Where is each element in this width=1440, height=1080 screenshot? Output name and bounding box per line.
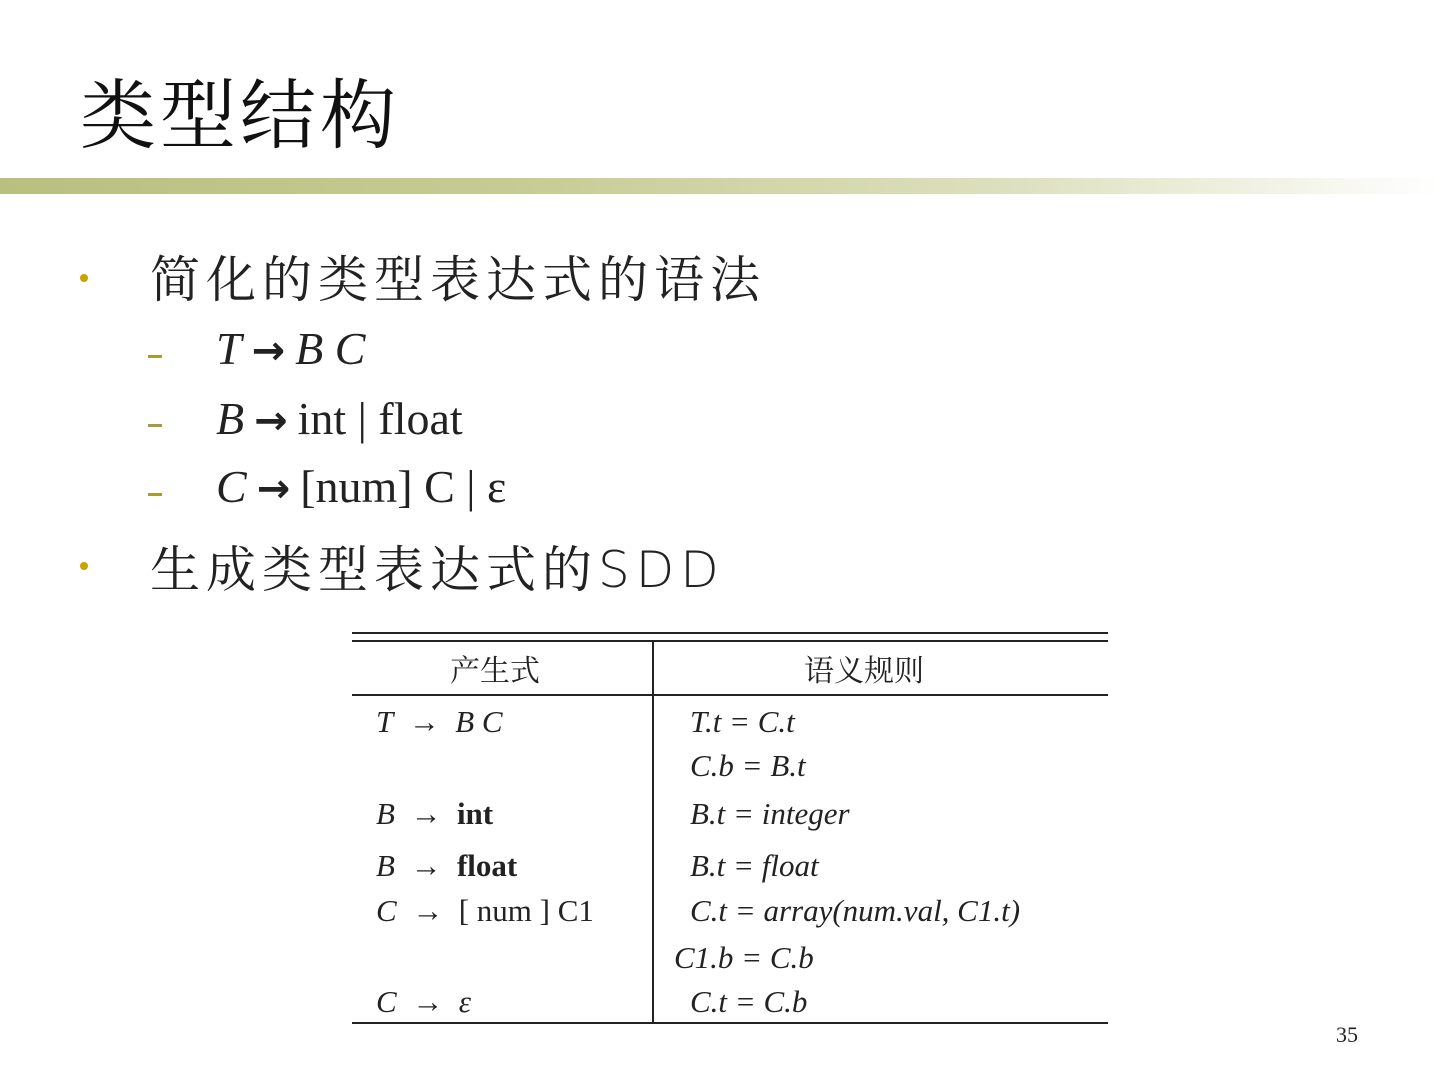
- table-row: C → [ num ] C1: [376, 893, 594, 928]
- bullet-icon: [80, 274, 88, 282]
- table-column-divider: [652, 642, 654, 1024]
- bullet-text-sdd: 生成类型表达式的SDD: [150, 541, 725, 599]
- table-bottom-rule: [352, 1022, 1108, 1024]
- header-production: 产生式: [450, 654, 540, 689]
- table-row: C → ε: [376, 984, 471, 1019]
- page-number: 35: [1336, 1022, 1358, 1047]
- semantic-rule: B.t = integer: [690, 796, 850, 831]
- semantic-rule: C.t = array(num.val, C1.t): [690, 893, 1021, 928]
- table-row: B → float: [376, 848, 518, 883]
- dash-icon: [148, 424, 162, 427]
- grammar-rule: B → int | float: [216, 393, 463, 444]
- semantic-rule: C.b = B.t: [690, 748, 806, 783]
- bullet-icon: [80, 562, 88, 570]
- table-header-rule: [352, 694, 1108, 696]
- table-top-rule-inner: [352, 640, 1108, 642]
- dash-icon: [148, 355, 162, 358]
- grammar-rule: C → [num] C | ε: [216, 461, 507, 512]
- bullet-text-grammar: 简化的类型表达式的语法: [150, 251, 766, 309]
- semantic-rule: C.t = C.b: [690, 984, 808, 1019]
- semantic-rule: T.t = C.t: [690, 704, 795, 739]
- slide-title: 类型结构: [80, 71, 400, 160]
- grammar-rule: T → B C: [216, 323, 366, 374]
- table-top-rule: [352, 632, 1108, 634]
- title-underline-bar: [0, 178, 1440, 194]
- header-semantic-rules: 语义规则: [804, 654, 924, 689]
- dash-icon: [148, 493, 162, 496]
- table-row: T → B C: [376, 704, 503, 739]
- semantic-rule: C1.b = C.b: [674, 940, 814, 975]
- semantic-rule: B.t = float: [690, 848, 819, 883]
- table-row: B → int: [376, 796, 494, 831]
